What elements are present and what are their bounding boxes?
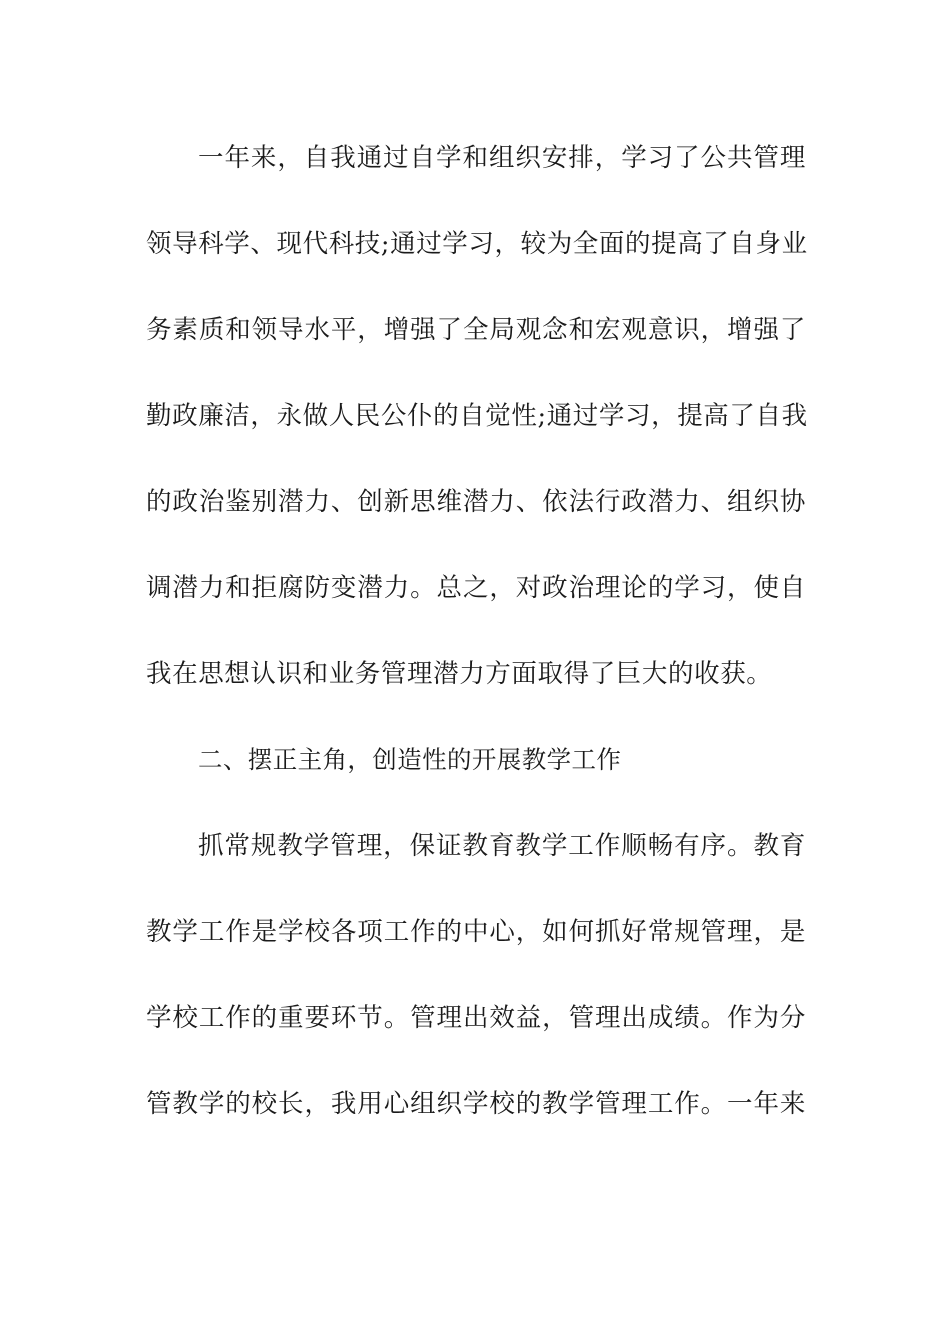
- paragraph-line: 的政治鉴别潜力、创新思维潜力、依法行政潜力、组织协: [146, 487, 806, 517]
- paragraph-line: 教学工作是学校各项工作的中心，如何抓好常规管理，是: [146, 917, 806, 947]
- paragraph-line: 管教学的校长，我用心组织学校的教学管理工作。一年来: [146, 1089, 806, 1119]
- section-heading: 二、摆正主角，创造性的开展教学工作: [198, 745, 622, 774]
- paragraph-line: 调潜力和拒腐防变潜力。总之，对政治理论的学习，使自: [146, 573, 806, 603]
- paragraph-line: 勤政廉洁，永做人民公仆的自觉性;通过学习，提高了自我: [146, 401, 808, 431]
- paragraph-line: 我在思想认识和业务管理潜力方面取得了巨大的收获。: [146, 659, 773, 689]
- paragraph-line: 领导科学、现代科技;通过学习，较为全面的提高了自身业: [146, 229, 808, 259]
- paragraph-line: 抓常规教学管理，保证教育教学工作顺畅有序。教育: [198, 831, 806, 861]
- paragraph-line: 学校工作的重要环节。管理出效益，管理出成绩。作为分: [146, 1003, 806, 1033]
- paragraph-line: 务素质和领导水平，增强了全局观念和宏观意识，增强了: [146, 315, 806, 345]
- paragraph-line: 一年来，自我通过自学和组织安排，学习了公共管理: [198, 143, 806, 173]
